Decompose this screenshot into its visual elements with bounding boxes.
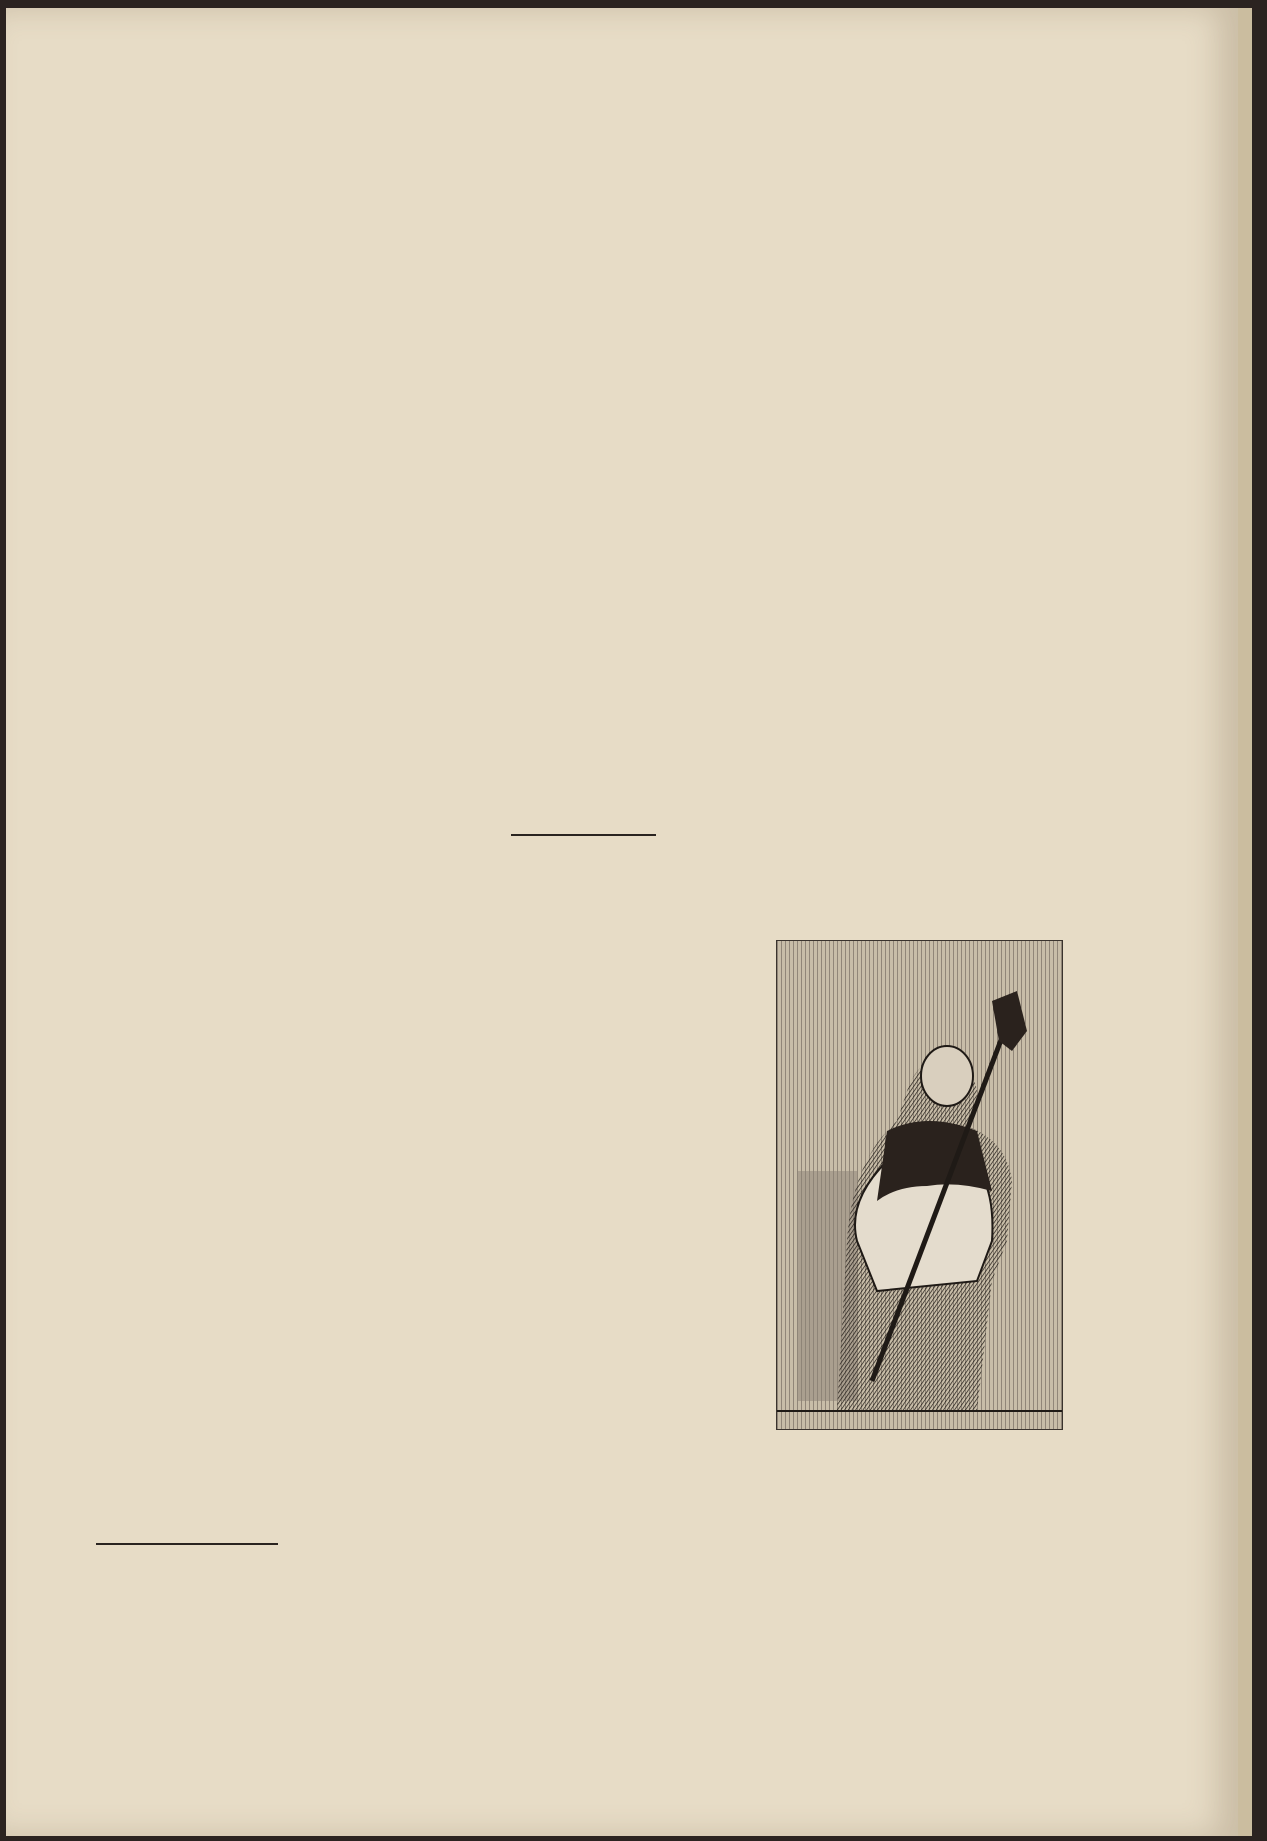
- running-head: [96, 108, 1178, 158]
- armenpflege-first-line: [156, 878, 1066, 920]
- illustration-sexton: [776, 940, 1063, 1430]
- footnote-rule: [96, 1543, 278, 1545]
- book-page: [6, 8, 1252, 1836]
- section-divider: [511, 834, 656, 836]
